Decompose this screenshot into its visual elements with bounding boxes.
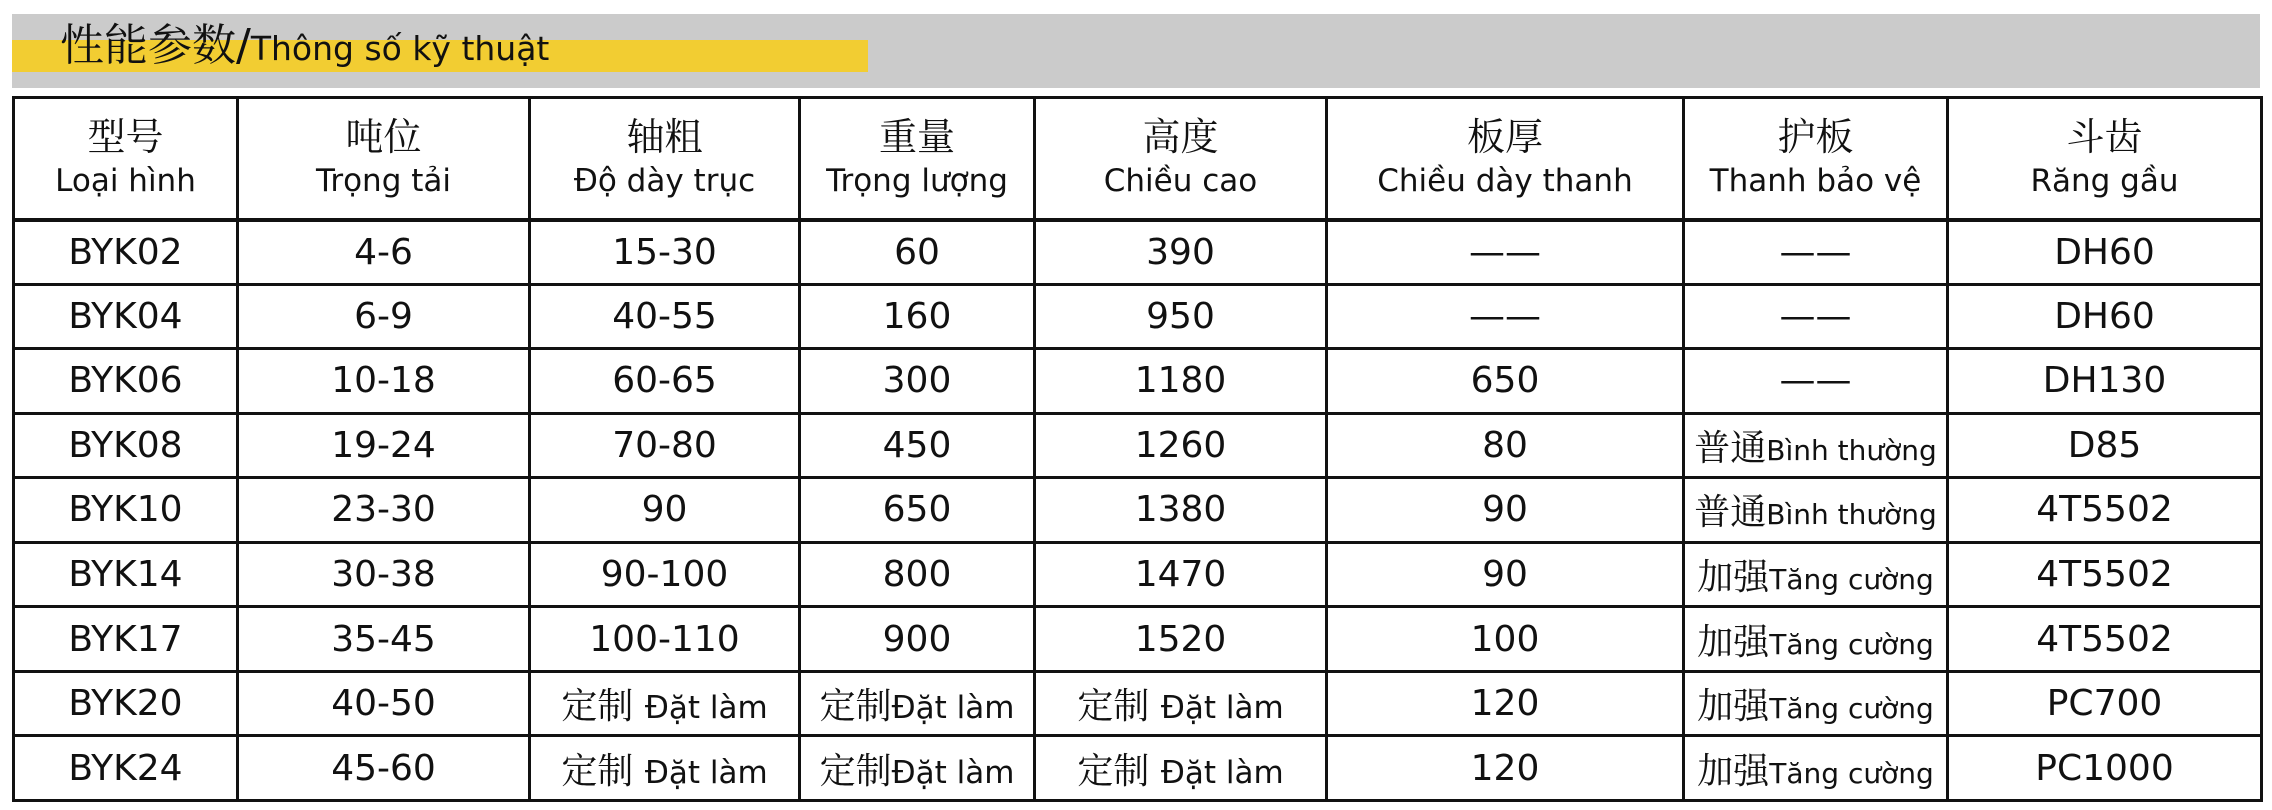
- cell-weight: 650: [800, 478, 1035, 543]
- cell-guard: [1684, 607, 1948, 672]
- cell-guard: [1684, 671, 1948, 736]
- table-body: [14, 220, 2262, 801]
- header-zh: 型号: [87, 115, 164, 160]
- header-vi: Thanh bảo vệ: [1709, 163, 1922, 200]
- spec-table: [12, 96, 2263, 802]
- custom-vi: Đặt làm: [644, 754, 768, 791]
- cell-model: BYK17: [14, 607, 238, 672]
- header-guard: [1684, 98, 1948, 220]
- cell-shaft: 70-80: [530, 413, 800, 478]
- header-row: [14, 98, 2262, 220]
- header-shaft: [530, 98, 800, 220]
- cell-teeth: PC700: [1948, 671, 2262, 736]
- header-zh: 重量: [878, 115, 955, 160]
- title-zh: 性能参数: [60, 20, 236, 71]
- cell-plate: ——: [1327, 284, 1684, 349]
- cell-guard: [1684, 413, 1948, 478]
- cell-shaft: 60-65: [530, 349, 800, 414]
- custom-vi: Đặt làm: [891, 690, 1015, 727]
- cell-model: BYK04: [14, 284, 238, 349]
- cell-shaft: 40-55: [530, 284, 800, 349]
- cell-teeth: 4T5502: [1948, 478, 2262, 543]
- cell-tonnage: 19-24: [238, 413, 530, 478]
- cell-weight: 900: [800, 607, 1035, 672]
- table-header: [14, 98, 2262, 220]
- header-tonnage: [238, 98, 530, 220]
- header-vi: Loại hình: [55, 163, 196, 200]
- guard-zh: 加强: [1697, 686, 1770, 728]
- cell-height: 1470: [1035, 542, 1327, 607]
- guard-vi: Bình thường: [1766, 433, 1937, 467]
- cell-guard: ——: [1684, 349, 1948, 414]
- header-vi: Độ dày trục: [573, 163, 756, 200]
- cell-plate: 90: [1327, 478, 1684, 543]
- cell-height: 1260: [1035, 413, 1327, 478]
- cell-model: BYK08: [14, 413, 238, 478]
- cell-guard: [1684, 736, 1948, 801]
- section-title-bar: [12, 14, 2260, 88]
- cell-shaft: [530, 671, 800, 736]
- cell-height: [1035, 671, 1327, 736]
- cell-guard: ——: [1684, 284, 1948, 349]
- cell-model: BYK02: [14, 220, 238, 285]
- title-vi: Thông số kỹ thuật: [250, 29, 550, 68]
- header-zh: 轴粗: [626, 115, 703, 160]
- guard-zh: 加强: [1697, 750, 1770, 792]
- custom-zh: 定制: [1077, 750, 1150, 792]
- guard-zh: 普通: [1694, 427, 1767, 469]
- cell-shaft: 90: [530, 478, 800, 543]
- custom-zh: 定制: [819, 750, 892, 792]
- cell-height: 1180: [1035, 349, 1327, 414]
- table-row: [14, 349, 2262, 414]
- cell-teeth: DH60: [1948, 284, 2262, 349]
- cell-tonnage: 4-6: [238, 220, 530, 285]
- cell-weight: 60: [800, 220, 1035, 285]
- header-zh: 吨位: [345, 115, 422, 160]
- cell-height: [1035, 736, 1327, 801]
- cell-model: BYK20: [14, 671, 238, 736]
- cell-tonnage: 10-18: [238, 349, 530, 414]
- cell-weight: [800, 736, 1035, 801]
- header-vi: Chiều dày thanh: [1377, 163, 1633, 200]
- header-zh: 高度: [1142, 115, 1219, 160]
- guard-vi: Tăng cường: [1769, 692, 1934, 726]
- custom-zh: 定制: [561, 750, 634, 792]
- header-weight: [800, 98, 1035, 220]
- table-row: [14, 413, 2262, 478]
- guard-vi: Tăng cường: [1769, 756, 1934, 790]
- cell-model: BYK14: [14, 542, 238, 607]
- table-row: [14, 478, 2262, 543]
- cell-guard: [1684, 478, 1948, 543]
- custom-vi: Đặt làm: [1160, 690, 1284, 727]
- cell-model: BYK06: [14, 349, 238, 414]
- cell-weight: 160: [800, 284, 1035, 349]
- cell-tonnage: 35-45: [238, 607, 530, 672]
- guard-vi: Bình thường: [1766, 498, 1937, 532]
- custom-vi: Đặt làm: [891, 754, 1015, 791]
- table-row: [14, 220, 2262, 285]
- cell-teeth: PC1000: [1948, 736, 2262, 801]
- guard-zh: 普通: [1694, 492, 1767, 534]
- cell-tonnage: 45-60: [238, 736, 530, 801]
- cell-shaft: 90-100: [530, 542, 800, 607]
- custom-vi: Đặt làm: [644, 690, 768, 727]
- cell-tonnage: 23-30: [238, 478, 530, 543]
- cell-tonnage: 6-9: [238, 284, 530, 349]
- header-zh: 板厚: [1466, 115, 1543, 160]
- cell-teeth: 4T5502: [1948, 542, 2262, 607]
- table-row: [14, 607, 2262, 672]
- cell-height: 950: [1035, 284, 1327, 349]
- cell-plate: 650: [1327, 349, 1684, 414]
- cell-plate: ——: [1327, 220, 1684, 285]
- title-separator: /: [236, 20, 251, 71]
- custom-vi: Đặt làm: [1160, 754, 1284, 791]
- cell-guard: ——: [1684, 220, 1948, 285]
- guard-zh: 加强: [1697, 621, 1770, 663]
- cell-shaft: 15-30: [530, 220, 800, 285]
- cell-plate: 80: [1327, 413, 1684, 478]
- table-row: [14, 671, 2262, 736]
- cell-height: 1380: [1035, 478, 1327, 543]
- cell-height: 390: [1035, 220, 1327, 285]
- cell-teeth: 4T5502: [1948, 607, 2262, 672]
- cell-plate: 120: [1327, 736, 1684, 801]
- header-height: [1035, 98, 1327, 220]
- section-title: [60, 20, 550, 71]
- cell-height: 1520: [1035, 607, 1327, 672]
- cell-weight: 800: [800, 542, 1035, 607]
- table-row: [14, 284, 2262, 349]
- cell-weight: 300: [800, 349, 1035, 414]
- cell-shaft: 100-110: [530, 607, 800, 672]
- header-zh: 护板: [1777, 115, 1854, 160]
- header-plate: [1327, 98, 1684, 220]
- cell-plate: 120: [1327, 671, 1684, 736]
- header-vi: Trọng lượng: [826, 163, 1008, 200]
- cell-weight: 450: [800, 413, 1035, 478]
- cell-plate: 100: [1327, 607, 1684, 672]
- table-row: [14, 736, 2262, 801]
- cell-weight: [800, 671, 1035, 736]
- header-vi: Răng gầu: [2030, 163, 2179, 200]
- cell-tonnage: 40-50: [238, 671, 530, 736]
- custom-zh: 定制: [819, 686, 892, 728]
- guard-zh: 加强: [1697, 557, 1770, 598]
- guard-vi: Tăng cường: [1769, 627, 1934, 661]
- header-teeth: [1948, 98, 2262, 220]
- cell-shaft: [530, 736, 800, 801]
- cell-plate: 90: [1327, 542, 1684, 607]
- cell-tonnage: 30-38: [238, 542, 530, 607]
- cell-model: BYK10: [14, 478, 238, 543]
- cell-teeth: DH60: [1948, 220, 2262, 285]
- cell-teeth: DH130: [1948, 349, 2262, 414]
- custom-zh: 定制: [1077, 686, 1150, 728]
- cell-guard: [1684, 542, 1948, 607]
- table-row: [14, 542, 2262, 607]
- custom-zh: 定制: [561, 686, 634, 728]
- guard-vi: Tăng cường: [1769, 563, 1934, 596]
- header-model: [14, 98, 238, 220]
- cell-model: BYK24: [14, 736, 238, 801]
- header-vi: Trọng tải: [315, 163, 452, 200]
- header-vi: Chiều cao: [1103, 163, 1258, 200]
- header-zh: 斗齿: [2066, 115, 2143, 160]
- cell-teeth: D85: [1948, 413, 2262, 478]
